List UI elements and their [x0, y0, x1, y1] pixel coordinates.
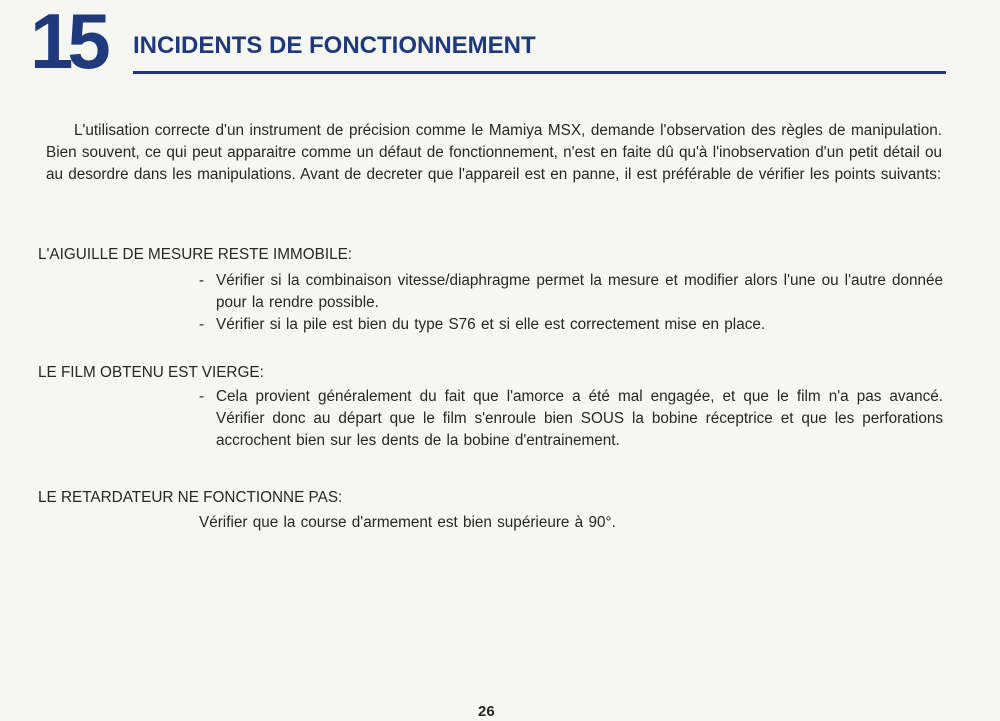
section-heading-blank-film: LE FILM OBTENU EST VIERGE:	[38, 364, 264, 381]
bullet-dash: -	[199, 388, 205, 405]
list-item	[199, 386, 943, 452]
list-item	[199, 314, 943, 336]
page-number: 26	[478, 703, 495, 720]
list-item-text: Vérifier si la combinaison vitesse/diaphragme permet la mesure et modifier alors l'une ou l'autre donnée pour la rendre possible.	[216, 272, 943, 311]
title-underline	[133, 71, 946, 74]
blank-film-checklist	[199, 386, 943, 452]
bullet-dash: -	[199, 316, 205, 333]
list-item-text: Vérifier si la pile est bien du type S76 et si elle est correctement mise en place.	[216, 316, 766, 333]
list-item	[199, 270, 943, 314]
self-timer-instruction: Vérifier que la course d'armement est bien supérieure à 90°.	[199, 514, 616, 531]
chapter-number: 15	[30, 0, 105, 85]
needle-checklist	[199, 270, 943, 336]
section-heading-needle: L'AIGUILLE DE MESURE RESTE IMMOBILE:	[38, 246, 353, 263]
chapter-title: INCIDENTS DE FONCTIONNEMENT	[133, 32, 536, 59]
section-heading-self-timer: LE RETARDATEUR NE FONCTIONNE PAS:	[38, 489, 343, 506]
list-item-text: Cela provient généralement du fait que l'amorce a été mal engagée, et que le film n'a pas avancé. Vérifier donc au départ que le film s'enroule bien SOUS la bobine réceptrice et que les perforations accrochent bien sur les dents de la bobine d'entrainement.	[216, 388, 943, 449]
intro-paragraph: L'utilisation correcte d'un instrument de précision comme le Mamiya MSX, demande l'observation des règles de manipulation. Bien souvent, ce qui peut apparaitre comme un défaut de fonctionnement, n'est en faite dû qu'à l'inobservation d'un petit détail ou au desordre dans les manipulations. Avant de decreter que l'appareil est en panne, il est préférable de vérifier les points suivants:	[46, 122, 942, 183]
bullet-dash: -	[199, 272, 205, 289]
